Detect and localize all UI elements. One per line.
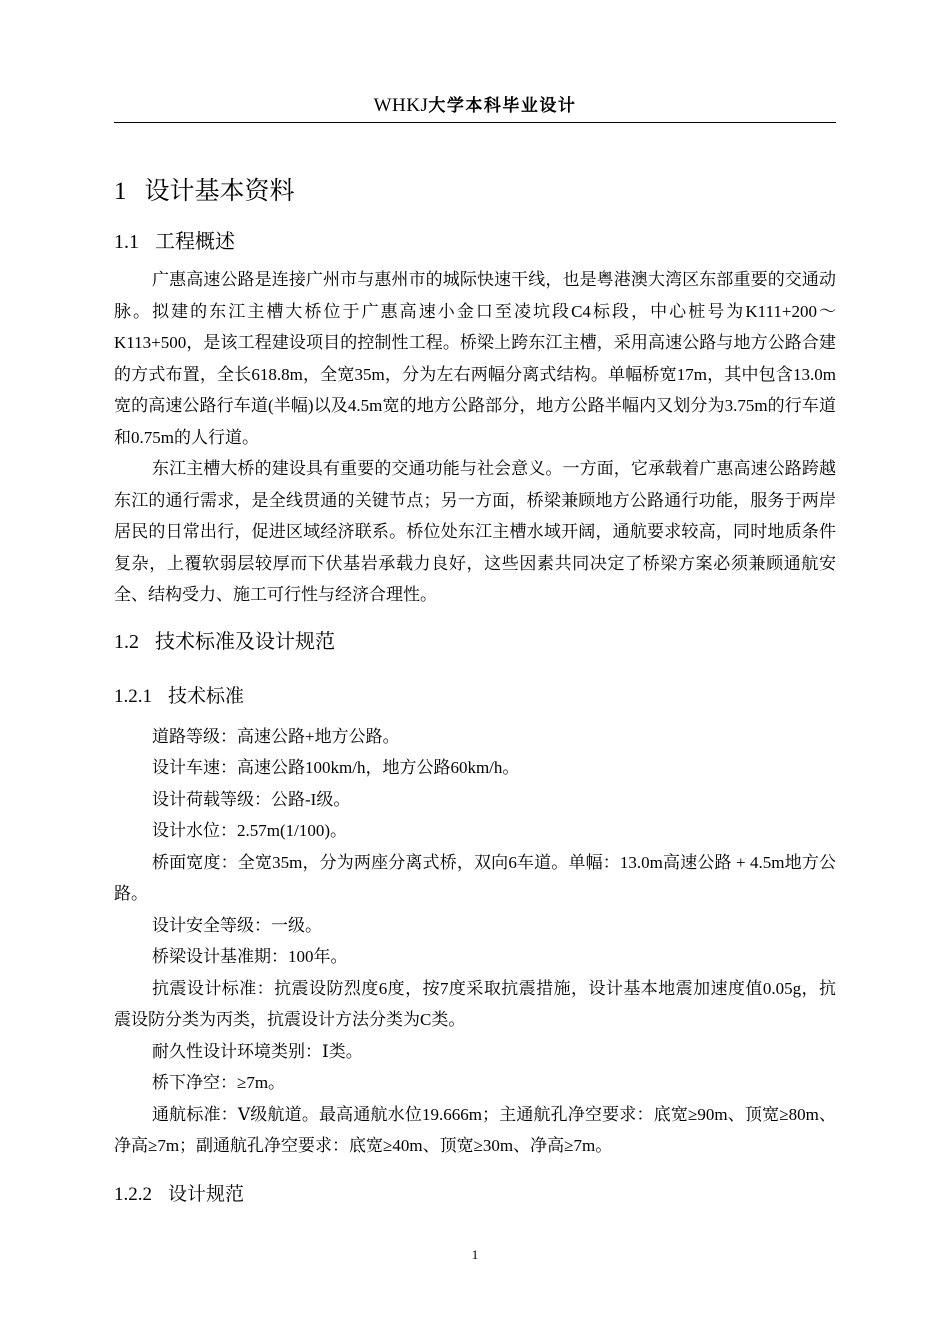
subsection-title: 设计规范 bbox=[168, 1182, 245, 1205]
subsection-title: 技术标准 bbox=[168, 684, 245, 707]
chapter-title: 设计基本资料 bbox=[144, 176, 295, 205]
section-number: 1.1 bbox=[114, 231, 139, 253]
standard-item: 桥下净空：≥7m。 bbox=[152, 1073, 286, 1092]
document-body bbox=[114, 166, 836, 1219]
paragraph-overview-1: 广惠高速公路是连接广州市与惠州市的城际快速干线，也是粤港澳大湾区东部重要的交通动脉。拟建的东江主槽大桥位于广惠高速小金口至凌坑段C4标段，中心桩号为K111+200～K113+500，是该工程建设项目的控制性工程。桥梁上跨东江主槽，采用高速公路与地方公路合建的方式布置，全长618.8m，全宽35m，分为左右两幅分离式结构。单幅桥宽17m，其中包含13.0m宽的高速公路行车道(半幅)以及4.5m宽的地方公路部分，地方公路半幅内又划分为3.75m的行车道和0.75m的人行道。 bbox=[114, 270, 836, 447]
section-heading-1-2 bbox=[114, 623, 836, 660]
standard-item: 设计安全等级：一级。 bbox=[152, 915, 322, 935]
standard-item: 抗震设计标准：抗震设防烈度6度，按7度采取抗震措施，设计基本地震加速度值0.05g，抗震设防分类为丙类，抗震设计方法分类为C类。 bbox=[114, 978, 836, 1029]
standard-item: 设计荷载等级：公路-I级。 bbox=[152, 789, 351, 809]
standard-item: 通航标准：Ⅴ级航道。最高通航水位19.666m；主通航孔净空要求：底宽≥90m、顶宽≥80m、净高≥7m；副通航孔净空要求：底宽≥40m、顶宽≥30m、净高≥7m。 bbox=[114, 1104, 836, 1155]
subsection-number: 1.2.1 bbox=[114, 685, 152, 707]
page-header bbox=[114, 92, 836, 123]
section-heading-1-1 bbox=[114, 223, 836, 260]
subsection-number: 1.2.2 bbox=[114, 1183, 152, 1205]
header-school-code: WHKJ bbox=[373, 95, 429, 116]
subsection-heading-1-2-1 bbox=[114, 678, 836, 715]
section-number: 1.2 bbox=[114, 630, 139, 653]
standard-item: 桥面宽度：全宽35m，分为两座分离式桥，双向6车道。单幅：13.0m高速公路 + 4.5m地方公路。 bbox=[114, 852, 836, 903]
standard-item: 设计水位：2.57m(1/100)。 bbox=[152, 821, 348, 840]
standard-item: 道路等级：高速公路+地方公路。 bbox=[152, 726, 400, 746]
subsection-heading-1-2-2 bbox=[114, 1176, 836, 1213]
header-title: 大学本科毕业设计 bbox=[428, 96, 577, 116]
section-title: 技术标准及设计规范 bbox=[155, 628, 335, 653]
paragraph-overview-2: 东江主槽大桥的建设具有重要的交通功能与社会意义。一方面，它承载着广惠高速公路跨越东江的通行需求，是全线贯通的关键节点；另一方面，桥梁兼顾地方公路通行功能，服务于两岸居民的日常出行，促进区域经济联系。桥位处东江主槽水域开阔，通航要求较高，同时地质条件复杂，上覆软弱层较厚而下伏基岩承载力良好，这些因素共同决定了桥梁方案必须兼顾通航安全、结构受力、施工可行性与经济合理性。 bbox=[114, 459, 836, 604]
standard-item: 耐久性设计环境类别：Ⅰ类。 bbox=[152, 1041, 363, 1061]
standard-item: 设计车速：高速公路100km/h，地方公路60km/h。 bbox=[152, 758, 520, 777]
chapter-number: 1 bbox=[114, 178, 127, 205]
chapter-heading bbox=[114, 166, 836, 217]
section-title: 工程概述 bbox=[155, 229, 235, 253]
standard-item: 桥梁设计基准期：100年。 bbox=[152, 947, 348, 966]
page-number: 1 bbox=[471, 1247, 479, 1262]
